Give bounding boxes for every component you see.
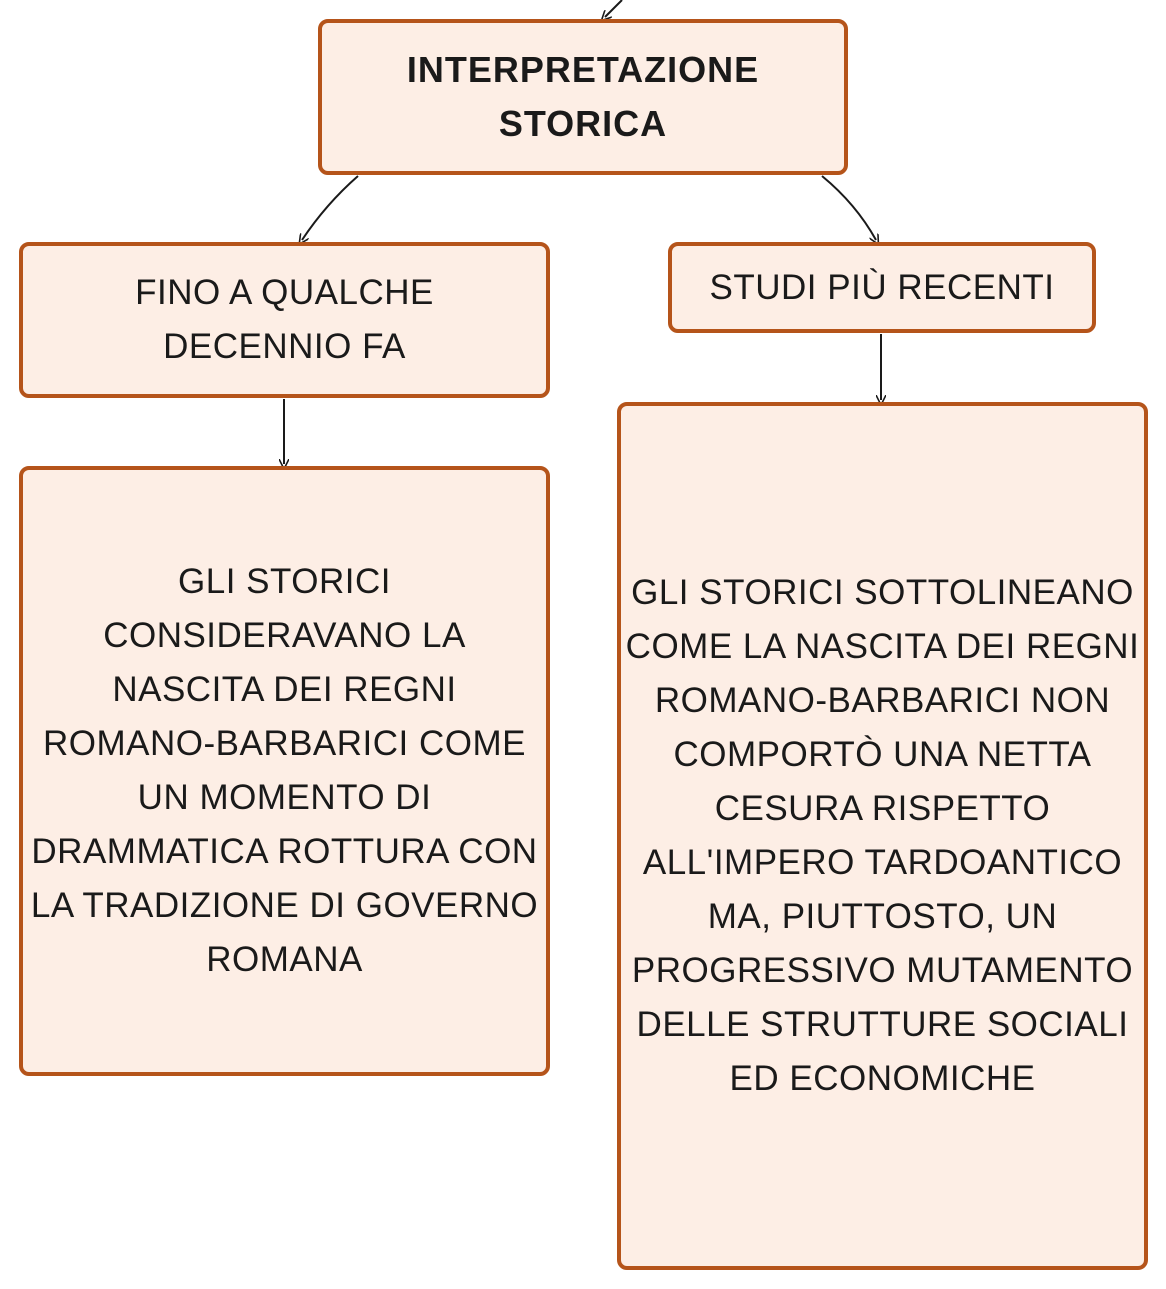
left-heading-label: FINO A QUALCHE DECENNIO FA — [135, 273, 434, 366]
right-heading-label: STUDI PIÙ RECENTI — [709, 267, 1055, 307]
right-heading-node — [668, 242, 1096, 333]
root-node — [318, 19, 848, 175]
right-description-node — [617, 402, 1148, 1270]
right-description-text: GLI STORICI SOTTOLINEANO COME LA NASCITA DEI REGNI ROMANO-BARBARICI NON COMPORTÒ UNA NETTA CESURA RISPETTO ALL'IMPERO TARDOANTICO MA, PIUTTOSTO, UN PROGRESSIVO MUTAMENTO DELLE STRUTTURE SOCIALI ED ECONOMICHE — [625, 573, 1140, 1098]
incoming-arrow — [605, 0, 622, 17]
left-heading-node — [19, 242, 550, 398]
left-description-node — [19, 466, 550, 1076]
left-description-text: GLI STORICI CONSIDERAVANO LA NASCITA DEI REGNI ROMANO-BARBARICI COME UN MOMENTO DI DRAMMATICA ROTTURA CON LA TRADIZIONE DI GOVERNO ROMANA — [30, 562, 539, 979]
arrow-root-to-left — [302, 176, 358, 240]
arrow-root-to-right — [822, 176, 876, 240]
root-node-label: INTERPRETAZIONE STORICA — [406, 49, 760, 144]
